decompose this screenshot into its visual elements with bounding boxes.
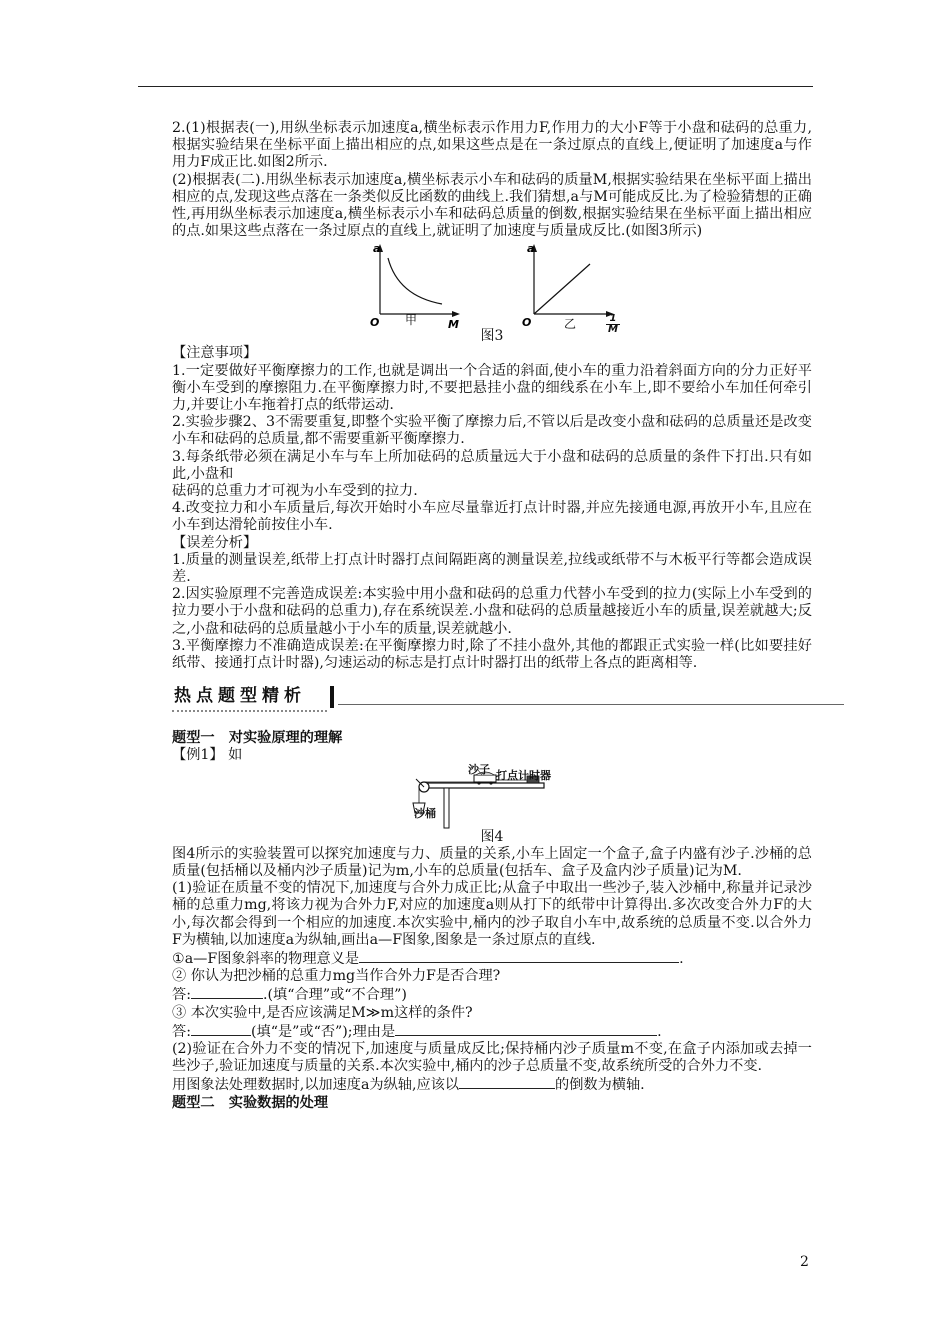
banner-underline [172, 710, 327, 712]
graph-right-origin: O [522, 316, 532, 329]
figure-4 [172, 762, 812, 829]
question-1-3: ③ 本次实验中,是否应该满足M≫m这样的条件? [172, 1004, 473, 1021]
answer-blank-axis[interactable] [459, 1075, 555, 1089]
question-2-last: 用图象法处理数据时,以加速度a为纵轴,应该以 的倒数为横轴. [172, 1077, 645, 1094]
example-1-label: 【例1】 如 [172, 747, 243, 764]
figure-3 [172, 242, 812, 336]
figure-3-graphs [172, 242, 812, 328]
note-1: 1.一定要做好平衡摩擦力的工作,也就是调出一个合适的斜面,使小车的重力沿着斜面方向的分力正好平衡小车受到的摩擦阻力.在平衡摩擦力时,不要把悬挂小盘的细线系在小车上,即不要给小车加任何牵引力,并要让小车拖着打点的纸带运动. [172, 362, 812, 414]
banner-bar [330, 686, 334, 708]
type1-heading: 题型一 对实验原理的理解 [172, 730, 343, 747]
graph-left-caption: 甲 [405, 313, 418, 328]
answer-blank-reasonable[interactable] [191, 985, 263, 999]
banner-title: 热点题型精析 [174, 686, 306, 707]
paragraph-2-1: 2.(1)根据表(一),用纵坐标表示加速度a,横坐标表示作用力F,作用力的大小F等于小盘和砝码的总重力,根据实验结果在坐标平面上描出相应的点,如果这些点是在一条过原点的直线上,便证明了加速度a与作用力F成正比.如图2所示. [172, 120, 812, 171]
question-1-3-answer: 答: (填“是”或“否”);理由是 . [172, 1023, 662, 1040]
answer-blank-reason[interactable] [395, 1022, 657, 1036]
graph-left-x-label: M [448, 318, 459, 329]
label-bucket: 沙桶 [414, 806, 436, 820]
example-description: 图4所示的实验装置可以探究加速度与力、质量的关系,小车上固定一个盒子,盒子内盛有沙子.沙桶的总质量(包括桶以及桶内沙子质量)记为m,小车的总质量(包括车、盒子及盒内沙子质量)记为M. [172, 845, 812, 879]
note-2: 2.实验步骤2、3不需要重复,即整个实验平衡了摩擦力后,不管以后是改变小盘和砝码的总质量还是改变小车和砝码的总质量,都不需要重新平衡摩擦力. [172, 414, 812, 448]
question-1: (1)验证在质量不变的情况下,加速度与合外力成正比;从盒子中取出一些沙子,装入沙桶中,称量并记录沙桶的总重力mg,将该力视为合外力F,对应的加速度a则从打下的纸带中计算得出.多次改变合外力F的大小,每次都会得到一个相应的加速度.本次实验中,桶内的沙子取自小车中,故系统的总质量不变.以合外力F为横轴,以加速度a为纵轴,画出a—F图象,图象是一条过原点的直线. [172, 880, 812, 948]
question-1-2-answer: 答: .(填“合理”或“不合理”) [172, 987, 407, 1004]
error-3: 3.平衡摩擦力不准确造成误差:在平衡摩擦力时,除了不挂小盘外,其他的都跟正式实验一样(比如要挂好纸带、接通打点计时器),匀速运动的标志是打点计时器打出的纸带上各点的距离相等. [172, 637, 812, 672]
question-1-1: ①a—F图象斜率的物理意义是 . [172, 950, 684, 967]
figure-4-apparatus [172, 765, 812, 829]
graph-right-x-label: 1 M [606, 314, 620, 335]
notes-title: 【注意事项】 [172, 345, 258, 362]
type2-heading: 题型二 实验数据的处理 [172, 1094, 329, 1111]
banner-line [338, 704, 844, 705]
question-1-2: ② 你认为把沙桶的总重力mg当作合外力F是否合理? [172, 968, 501, 985]
error-1: 1.质量的测量误差,纸带上打点计时器打点间隔距离的测量误差,拉线或纸带不与木板平行等都会造成误差. [172, 551, 812, 586]
paragraph-2-2: (2)根据表(二).用纵坐标表示加速度a,横坐标表示小车和砝码的质量M,根据实验结果在坐标平面上描出相应的点,发现这些点落在一条类似反比函数的曲线上.我们猜想,a与M可能成反比.为了检验猜想的正确性,再用纵坐标表示加速度a,横坐标表示小车和砝码总质量的倒数,根据实验结果在坐标平面上描出相应的点.如果这些点落在一条过原点的直线上,就证明了加速度与质量成反比.(如图3所示) [172, 171, 812, 240]
question-2: (2)验证在合外力不变的情况下,加速度与质量成反比;保持桶内沙子质量m不变,在盒子内添加或去掉一些沙子,验证加速度与质量的关系.本次实验中,桶内的沙子总质量不变,故系统所受的合外力不变. [172, 1040, 812, 1075]
label-timer: 打点计时器 [496, 768, 551, 782]
note-4: 4.改变拉力和小车质量后,每次开始时小车应尽量靠近打点计时器,并应先接通电源,再放开小车,且应在小车到达滑轮前按住小车. [172, 500, 812, 534]
page-content [172, 120, 812, 1112]
answer-blank-condition[interactable] [191, 1022, 251, 1036]
note-3b: 砝码的总重力才可视为小车受到的拉力. [172, 483, 418, 500]
figure-4-caption: 图4 [480, 828, 504, 845]
page-number: 2 [800, 1254, 809, 1270]
graph-left-y-label: a [373, 242, 381, 256]
answer-blank-slope[interactable] [359, 949, 679, 963]
figure-3-caption: 图3 [480, 328, 504, 345]
errors-title: 【误差分析】 [172, 534, 258, 551]
graph-left-origin: O [370, 316, 380, 329]
section-banner [172, 682, 812, 716]
graph-right-caption: 乙 [564, 317, 577, 332]
graph-right-y-label: a [527, 242, 535, 256]
error-2: 2.因实验原理不完善造成误差:本实验中用小盘和砝码的总重力代替小车受到的拉力(实际上小车受到的拉力要小于小盘和砝码的总重力),存在系统误差.小盘和砝码的总质量越接近小车的质量,误差就越大;反之,小盘和砝码的总质量越小于小车的质量,误差就越小. [172, 586, 812, 637]
header-rule [138, 86, 813, 87]
note-3a: 3.每条纸带必须在满足小车与车上所加砝码的总质量远大于小盘和砝码的总质量的条件下打出.只有如此,小盘和 [172, 448, 812, 482]
label-sand: 沙子 [468, 762, 490, 776]
